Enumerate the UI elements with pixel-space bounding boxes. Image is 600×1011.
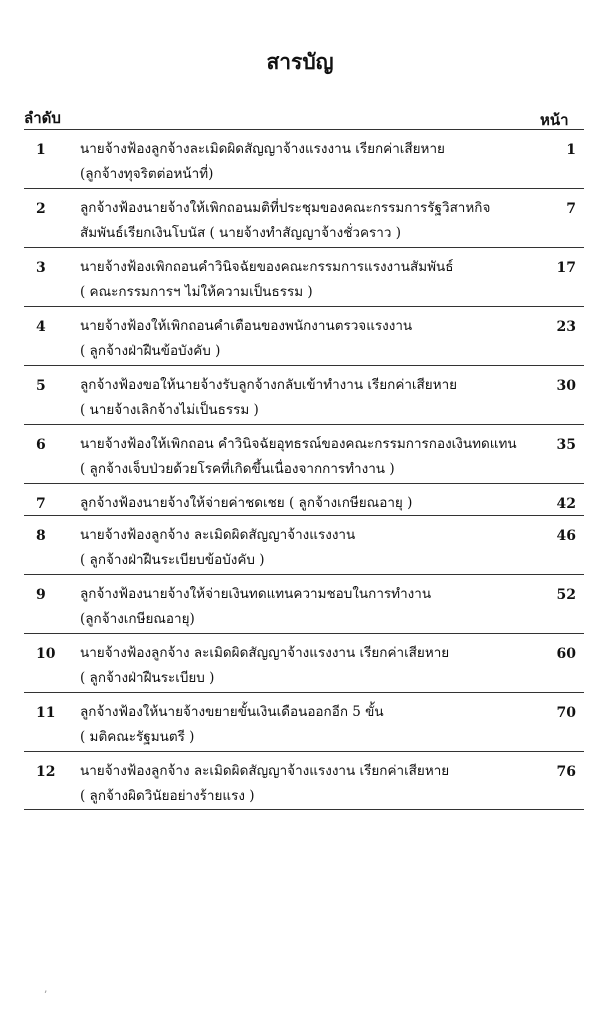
entry-subtitle: ( ลูกจ้างฝ่าฝืนระเบียบข้อบังคับ ) [80,552,265,568]
toc-entry [24,129,584,188]
entry-subtitle: ( นายจ้างเลิกจ้างไม่เป็นธรรม ) [80,402,259,418]
entry-subtitle: (ลูกจ้างเกษียณอายุ) [80,611,195,627]
toc-entry [24,424,584,483]
entry-subtitle: สัมพันธ์เรียกเงินโบนัส ( นายจ้างทำสัญญาจ้างชั่วคราว ) [80,225,401,241]
entry-page-number: 52 [556,587,576,603]
entry-page-number: 23 [556,319,576,335]
entry-number: 2 [36,201,46,217]
entry-page-number: 1 [566,142,576,158]
toc-list [24,129,584,810]
toc-entry [24,751,584,810]
stray-mark: ’ [44,990,48,1001]
page-column-header: หน้า [540,111,569,129]
entry-title: นายจ้างฟ้องเพิกถอนคำวินิจฉัยของคณะกรรมการแรงงานสัมพันธ์ [80,259,454,275]
entry-number: 5 [36,378,46,394]
entry-title: นายจ้างฟ้องให้เพิกถอน คำวินิจฉัยอุทธรณ์ของคณะกรรมการกองเงินทดแทน [80,436,517,452]
entry-number: 12 [36,764,56,780]
entry-subtitle: ( ลูกจ้างผิดวินัยอย่างร้ายแรง ) [80,788,255,804]
entry-title: ลูกจ้างฟ้องให้นายจ้างขยายขั้นเงินเดือนออกอีก 5 ขั้น [80,704,384,720]
entry-title: นายจ้างฟ้องลูกจ้างละเมิดผิดสัญญาจ้างแรงงาน เรียกค่าเสียหาย [80,141,445,157]
entry-number: 9 [36,587,46,603]
entry-title: นายจ้างฟ้องลูกจ้าง ละเมิดผิดสัญญาจ้างแรงงาน เรียกค่าเสียหาย [80,763,450,779]
entry-subtitle: ( ลูกจ้างเจ็บป่วยด้วยโรคที่เกิดขึ้นเนื่องจากการทำงาน ) [80,461,395,477]
entry-number: 7 [36,496,46,512]
entry-subtitle: (ลูกจ้างทุจริตต่อหน้าที่) [80,166,214,182]
toc-entry [24,574,584,633]
entry-title: ลูกจ้างฟ้องนายจ้างให้เพิกถอนมติที่ประชุมของคณะกรรมการรัฐวิสาหกิจ [80,200,491,216]
toc-entry [24,247,584,306]
entry-title: ลูกจ้างฟ้องนายจ้างให้จ่ายค่าชดเชย ( ลูกจ้างเกษียณอายุ ) [80,495,413,511]
entry-title: ลูกจ้างฟ้องขอให้นายจ้างรับลูกจ้างกลับเข้าทำงาน เรียกค่าเสียหาย [80,377,458,393]
entry-page-number: 70 [556,705,576,721]
entry-title: นายจ้างฟ้องลูกจ้าง ละเมิดผิดสัญญาจ้างแรงงาน [80,527,356,543]
entry-page-number: 60 [556,646,576,662]
page-title: สารบัญ [266,49,334,74]
entry-title: นายจ้างฟ้องให้เพิกถอนคำเตือนของพนักงานตรวจแรงงาน [80,318,413,334]
entry-page-number: 30 [556,378,576,394]
entry-subtitle: ( คณะกรรมการฯ ไม่ให้ความเป็นธรรม ) [80,284,313,300]
entry-page-number: 42 [556,496,576,512]
toc-entry [24,483,584,515]
entry-page-number: 76 [556,764,576,780]
entry-number: 1 [36,142,46,158]
toc-entry [24,633,584,692]
entry-title: ลูกจ้างฟ้องนายจ้างให้จ่ายเงินทดแทนความชอบในการทำงาน [80,586,432,602]
order-column-header: ลำดับ [24,109,61,127]
entry-number: 3 [36,260,46,276]
toc-entry [24,306,584,365]
toc-entry [24,515,584,574]
toc-entry [24,188,584,247]
entry-subtitle: ( ลูกจ้างฝ่าฝืนระเบียบ ) [80,670,215,686]
entry-title: นายจ้างฟ้องลูกจ้าง ละเมิดผิดสัญญาจ้างแรงงาน เรียกค่าเสียหาย [80,645,450,661]
entry-number: 6 [36,437,46,453]
entry-subtitle: ( ลูกจ้างฝ่าฝืนข้อบังคับ ) [80,343,221,359]
toc-entry [24,365,584,424]
toc-entry [24,692,584,751]
entry-page-number: 17 [556,260,576,276]
entry-subtitle: ( มติคณะรัฐมนตรี ) [80,729,195,745]
entry-number: 10 [36,646,56,662]
entry-number: 4 [36,319,46,335]
entry-page-number: 7 [566,201,576,217]
entry-page-number: 35 [556,437,576,453]
entry-number: 8 [36,528,46,544]
entry-page-number: 46 [556,528,576,544]
entry-number: 11 [36,705,56,721]
